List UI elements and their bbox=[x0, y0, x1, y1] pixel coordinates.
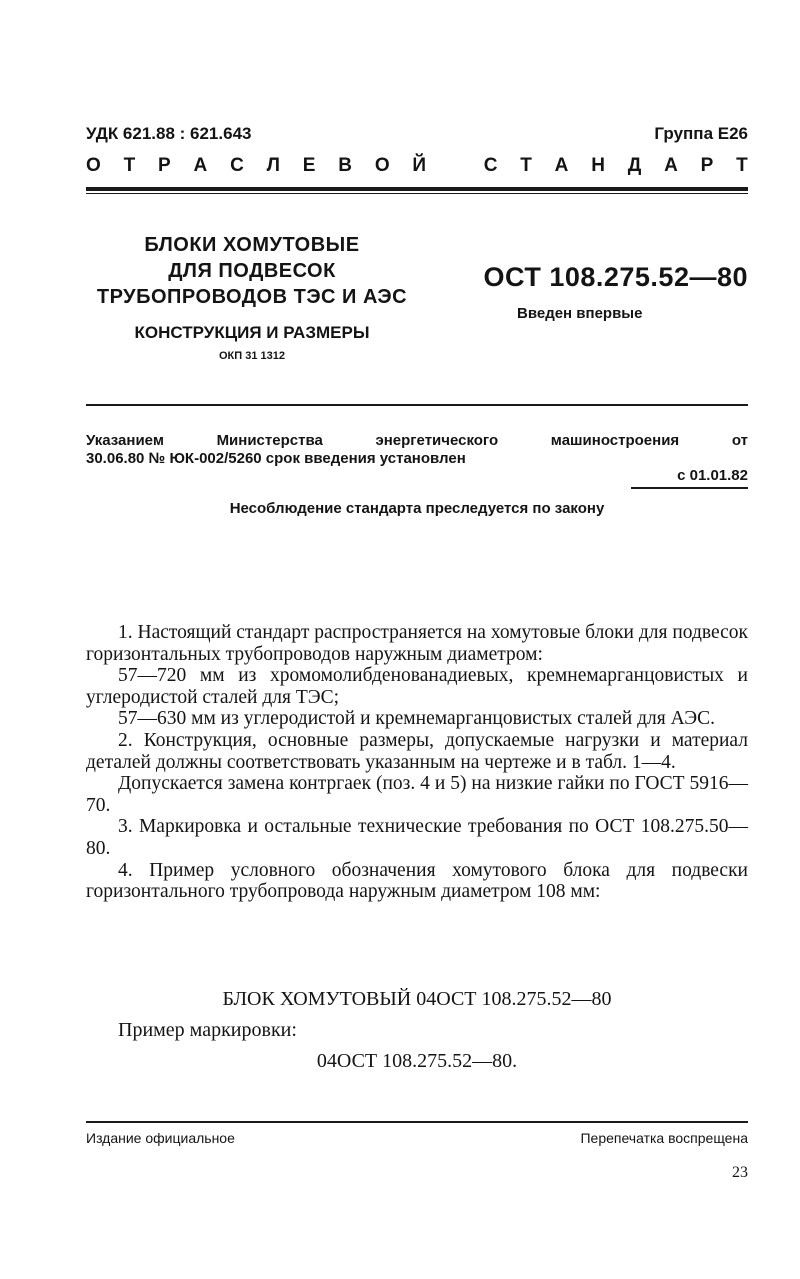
page-number: 23 bbox=[732, 1164, 748, 1181]
title-line-1: БЛОКИ ХОМУТОВЫЕ bbox=[144, 234, 360, 256]
reprint-note: Перепечатка воспрещена bbox=[580, 1130, 748, 1146]
banner-letter: Р bbox=[700, 155, 714, 176]
banner-letter: С bbox=[230, 155, 244, 176]
legal-warning: Несоблюдение стандарта преследуется по закону bbox=[229, 500, 605, 517]
banner-letter: О bbox=[86, 155, 101, 176]
marking-label: Пример маркировки: bbox=[118, 1019, 297, 1041]
directive-word: машиностроения bbox=[550, 432, 680, 449]
marking-example: 04ОСТ 108.275.52—80. bbox=[316, 1050, 518, 1072]
subtitle: КОНСТРУКЦИЯ И РАЗМЕРЫ bbox=[134, 323, 370, 342]
banner-letter: О bbox=[374, 155, 390, 176]
directive-line-2: 30.06.80 № ЮК-002/5260 срок введения установлен bbox=[86, 450, 466, 467]
directive-word: Министерства bbox=[216, 432, 323, 449]
banner-letter: А bbox=[664, 155, 678, 176]
banner-letter: Д bbox=[627, 155, 642, 176]
directive-line-1 bbox=[86, 432, 748, 449]
directive-word: от bbox=[731, 432, 748, 449]
banner-letter: Р bbox=[158, 155, 171, 176]
paragraph: 3. Маркировка и остальные технические требования по ОСТ 108.275.50—80. bbox=[86, 816, 748, 859]
section-rule bbox=[86, 404, 748, 406]
paragraph: 2. Конструкция, основные размеры, допускаемые нагрузки и материал деталей должны соответствовать указанным на чертеже и в табл. 1—4. bbox=[86, 729, 748, 773]
edition-note: Издание официальное bbox=[86, 1130, 235, 1146]
title-line-3: ТРУБОПРОВОДОВ ТЭС И АЭС bbox=[96, 286, 408, 308]
introduced-note: Введен впервые bbox=[517, 305, 643, 322]
udk-code: УДК 621.88 : 621.643 bbox=[86, 124, 252, 143]
banner-letter: Л bbox=[266, 155, 280, 176]
paragraph: Допускается замена контргаек (поз. 4 и 5) на низкие гайки по ГОСТ 5916—70. bbox=[86, 773, 748, 816]
banner-letter: Т bbox=[520, 155, 532, 176]
ost-designation: ОСТ 108.275.52—80 bbox=[483, 262, 748, 292]
okp-code: ОКП 31 1312 bbox=[219, 350, 285, 362]
banner-rule bbox=[86, 187, 748, 191]
banner-letter: Й bbox=[412, 155, 427, 176]
footer-rule bbox=[86, 1121, 748, 1123]
banner-letter: С bbox=[483, 155, 498, 176]
banner-letter: Н bbox=[591, 155, 605, 176]
paragraph: 57—720 мм из хромомолибденованадиевых, кремнемарганцовистых и углеродистой сталей для ТЭС; bbox=[86, 665, 748, 708]
banner-letter: Т bbox=[123, 155, 136, 176]
title-line-2: ДЛЯ ПОДВЕСОК bbox=[168, 260, 336, 282]
banner-letter: В bbox=[338, 155, 352, 176]
effective-date: с 01.01.82 bbox=[677, 467, 748, 484]
paragraph: 57—630 мм из углеродистой и кремнемарганцовистых сталей для АЭС. bbox=[118, 708, 715, 730]
banner-rule-thin bbox=[86, 193, 748, 194]
banner-letter: А bbox=[554, 155, 569, 176]
standard-banner bbox=[86, 155, 748, 177]
directive-word: Указанием bbox=[86, 432, 164, 449]
effective-date-underline bbox=[631, 487, 748, 489]
directive-word: энергетического bbox=[375, 432, 499, 449]
group-code: Группа Е26 bbox=[654, 124, 748, 143]
example-designation: БЛОК ХОМУТОВЫЙ 04ОСТ 108.275.52—80 bbox=[222, 988, 612, 1010]
banner-letter: Т bbox=[736, 155, 748, 176]
paragraph: 4. Пример условного обозначения хомутового блока для подвески горизонтального трубопровода наружным диаметром 108 мм: bbox=[86, 859, 748, 903]
title-block bbox=[86, 232, 418, 310]
banner-gap bbox=[449, 155, 461, 177]
banner-letter: А bbox=[193, 155, 208, 176]
banner-letter: Е bbox=[302, 155, 316, 176]
paragraph: 1. Настоящий стандарт распространяется на хомутовые блоки для подвесок горизонтальных трубопроводов наружным диаметром: bbox=[86, 622, 749, 665]
body-text bbox=[86, 622, 748, 903]
